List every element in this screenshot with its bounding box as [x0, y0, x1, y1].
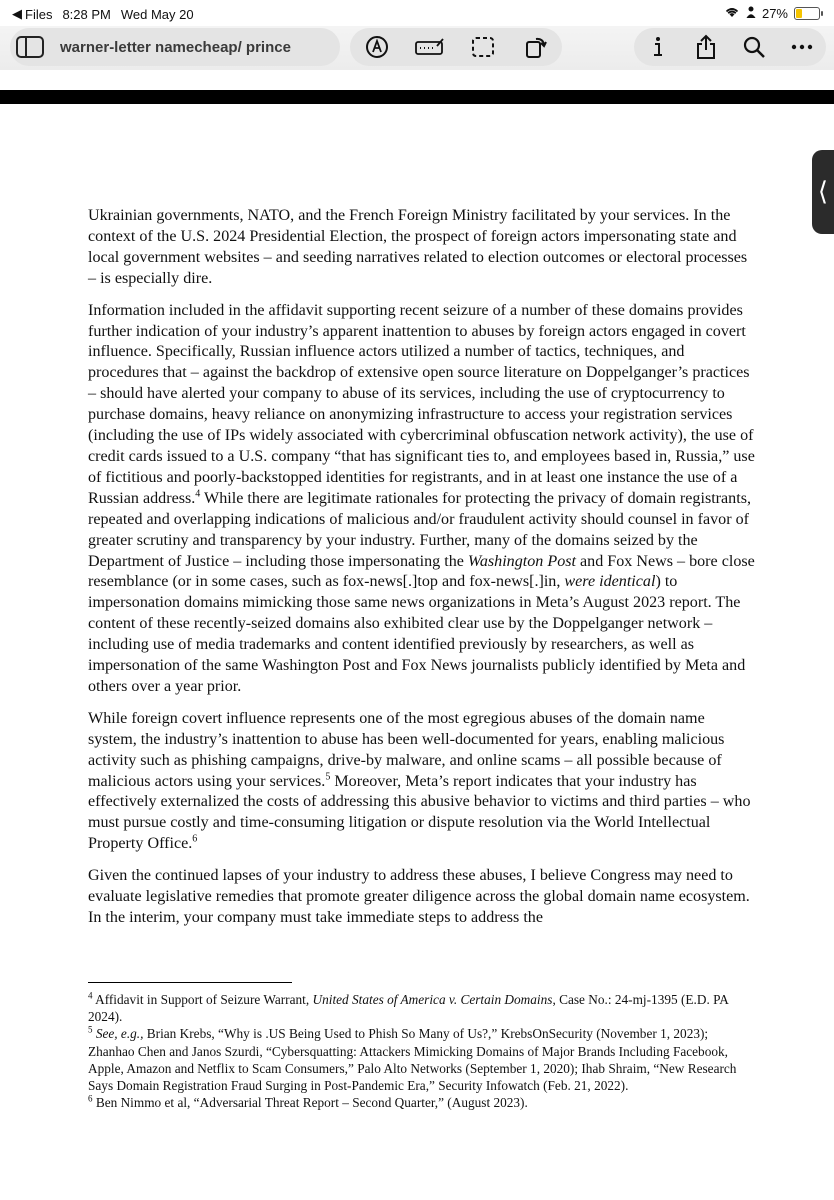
paragraph-2: Information included in the affidavit supporting recent seizure of a number of these domains provides further indication of your industry’s apparent inattention to abuses by foreign actors engaged in covert influence. Specifically, Russian influence actors utilized a number of tactics, techniques, and procedures that – against the backdrop of extensive open source literature on Doppelganger’s practices – should have alerted your company to abuse of its services, including the use of cryptocurrency to purchase domains, heavy reliance on anonymizing infrastructure to access your registration services (including the use of IPs widely associated with cybercriminal obfuscation network activity), the use of credit cards issued to a U.S. company “that has significant ties to, and employees based in, Russia,” use of fictitious and poorly-backstopped identities for registrants, and in at least one instance the use of a Russian address.$^4$ While there are legitimate rationales for protecting the privacy of domain registrants, repeated and overlapping indications of malicious and/or fraudulent activity should counsel in favor of greater scrutiny and transparency by your industry. Further, many of the domains seized by the Department of Justice – including those impersonating the Washington Post and Fox News – bore close resemblance (or in some cases, such as fox-news[.]top and fox-news[.]in, were identical) to impersonation domains mimicking those same news organizations in Meta’s August 2023 report. The content of these recently-seized domains also exhibited clear use by the Doppelganger network – including use of media trademarks and content identified previously by researchers, as well as impersonation of the same Washington Post and Fox News journalists publicly identified by Meta and others over a year prior. — [88, 301, 755, 695]
sidebar-icon[interactable] — [16, 36, 44, 58]
document-pill — [10, 28, 340, 66]
chevron-left-icon: ⟨ — [817, 177, 829, 207]
status-bar — [0, 0, 834, 28]
footnote-5: $^5$ See, e.g., Brian Krebs, “Why is .US Being Used to Phish So Many of Us?,” KrebsOnSecurity (November 1, 2023); Zhanhao Chen and Janos Szurdi, “Cybersquatting: Attackers Mimicking Domains of Major Brands Including Facebook, Apple, Amazon and Netflix to Scam Consumers,” Palo Alto Networks (September 1, 2020); Ihab Shraim, “New Research Says Domain Registration Fraud Surging in Post-Pandemic Era,” Security Infowatch (Feb. 21, 2022). — [88, 1024, 737, 1094]
page-top-edge — [0, 90, 834, 104]
footnote-4: $^4$ Affidavit in Support of Seizure Warrant, United States of America v. Certain Domains, Case No.: 24-mj-1395 (E.D. PA 2024). — [88, 990, 729, 1025]
person-icon — [746, 6, 756, 21]
paragraph-3: While foreign covert influence represents one of the most egregious abuses of the domain name system, the industry’s inattention to abuse has been well-documented for years, enabling malicious activity such as phishing campaigns, drive-by malware, and online scams – all possible because of malicious actors using your services.$^5$ Moreover, Meta’s report indicates that your industry has effectively externalized the costs of addressing this abusive behavior to victims and third parties – who must pursue costly and time-consuming litigation or dispute resolution via the World Intellectual Property Office.$^6$ — [88, 709, 751, 853]
footnotes — [88, 991, 756, 1111]
back-arrow-icon: ◀ — [12, 6, 22, 21]
document-title[interactable]: warner-letter namecheap/ prince — [60, 38, 291, 56]
footnote-ref-5[interactable]: 5 — [325, 771, 331, 783]
text-field-icon[interactable] — [415, 32, 445, 62]
rotate-icon[interactable] — [521, 32, 551, 62]
markup-tools — [350, 28, 562, 66]
document-actions — [634, 28, 826, 66]
battery-percent: 27% — [761, 6, 788, 21]
footnote-divider — [88, 982, 292, 983]
back-label: Files — [25, 6, 53, 22]
battery-fill — [796, 9, 802, 18]
markup-pen-icon[interactable] — [362, 32, 392, 62]
paragraph-4: Given the continued lapses of your industry to address these abuses, I believe Congress may need to evaluate legislative remedies that promote greater diligence across the global domain name ecosystem. In the interim, your company must take immediate steps to address the — [88, 867, 750, 926]
battery-charging-icon — [794, 7, 820, 20]
status-time: 8:28 PM — [62, 6, 111, 22]
more-icon[interactable] — [787, 32, 817, 62]
footnote-ref-6[interactable]: 6 — [192, 833, 198, 845]
toolbar — [0, 26, 834, 70]
footnote-6: $^6$ Ben Nimmo et al, “Adversarial Threat Report – Second Quarter,” (August 2023). — [88, 1093, 528, 1111]
paragraph-1: Ukrainian governments, NATO, and the French Foreign Ministry facilitated by your services. In the context of the U.S. 2024 Presidential Election, the prospect of foreign actors impersonating state and local government websites – and seeding narratives related to election outcomes or electoral processes – is especially dire. — [88, 207, 748, 287]
dashed-select-icon[interactable] — [468, 32, 498, 62]
wifi-icon — [724, 6, 740, 21]
search-icon[interactable] — [739, 32, 769, 62]
sidebar-pull-tab[interactable] — [812, 150, 834, 234]
info-icon[interactable] — [643, 32, 673, 62]
document-page — [88, 206, 756, 940]
footnote-ref-4[interactable]: 4 — [195, 488, 201, 500]
status-date: Wed May 20 — [120, 6, 194, 22]
share-icon[interactable] — [691, 32, 721, 62]
back-to-files-button[interactable] — [12, 6, 52, 22]
